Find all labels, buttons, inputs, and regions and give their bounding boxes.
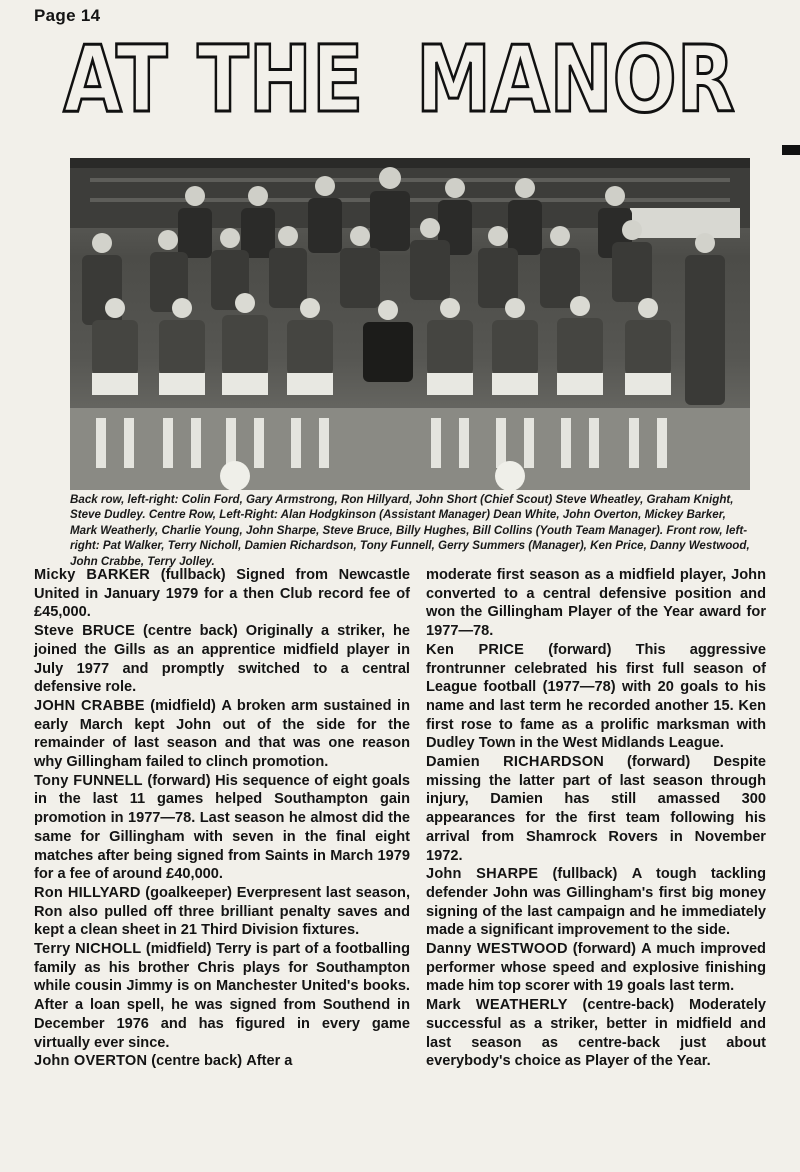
player-profile	[426, 996, 766, 1071]
player-bio: Moderately successful as a striker, better in midfield and last season as centre-back just about everybody's choice as Player of the Year.	[426, 997, 766, 1070]
player-profile	[34, 772, 410, 884]
player-name: Danny WESTWOOD	[426, 941, 568, 958]
player-position: (fullback)	[552, 866, 618, 883]
player-position: (forward)	[627, 754, 691, 771]
player-bio: A broken arm sustained in early March kept John out of the side for the remainder of last season and that was one reason why Gillingham failed to clinch promotion.	[34, 697, 410, 771]
player-bio: Despite missing the latter part of last season through injury, Damien has still amassed 300 appearances for the first team following his arrival from Shamrock Rovers in November 1972.	[426, 754, 766, 864]
player-bio: Signed from Newcastle United in January 1979 for a then Club record fee of £45,000.	[34, 567, 410, 621]
player-position: (forward)	[572, 941, 637, 958]
player-bio: moderate first season as a midfield player, John converted to a central defensive position and won the Gillingham Player of the Year award for 1977—78.	[426, 567, 766, 640]
player-position: (fullback)	[160, 567, 226, 583]
player-bio: After a	[246, 1053, 293, 1070]
player-bio: A much improved performer whose speed and explosive finishing made him top scorer with 19 goals last term.	[426, 941, 766, 995]
player-profile	[426, 753, 766, 865]
player-bio: His sequence of eight goals in the last 11 games helped Southampton gain promotion in 1977—78. Last season he almost did the same for Gillingham with seven in the final eight matches after being signed from Saints in March 1979 for a fee of around £40,000.	[34, 772, 410, 883]
left-column	[34, 566, 410, 1071]
player-position: (centre-back)	[582, 997, 675, 1014]
masthead-word-3: MANOR	[416, 26, 736, 133]
masthead-word-1: AT	[63, 26, 168, 133]
player-profile	[34, 697, 410, 772]
team-photo	[70, 158, 750, 490]
player-position: (centre back)	[151, 1053, 243, 1070]
decorative-rule	[782, 145, 800, 155]
player-name: Damien RICHARDSON	[426, 754, 605, 771]
player-bio: A tough tackling defender John was Gillingham's first big money signing of the last campaign and he immediately made a significant improvement to the side.	[426, 866, 766, 939]
player-profile	[34, 622, 410, 697]
player-name: Steve BRUCE	[34, 623, 136, 640]
player-name: Mark WEATHERLY	[426, 997, 568, 1014]
player-position: (midfield)	[150, 697, 216, 714]
photo-caption: Back row, left-right: Colin Ford, Gary Armstrong, Ron Hillyard, John Short (Chief Scout) Steve Wheatley, Graham Knight, Steve Dudley. Centre Row, Left-Right: Alan Hodgkinson (Assistant Manager) Dean White, John Overton, Mickey Barker, Mark Weatherly, Charlie Young, John Sharpe, Steve Bruce, Billy Hughes, Bill Collins (Youth Team Manager). Front row, left-right: Pat Walker, Terry Nicholl, Damien Richardson, Tony Funnell, Gerry Summers (Manager), Ken Price, Danny Westwood, John Crabbe, Terry Jolley.	[70, 493, 750, 568]
player-position: (forward)	[147, 772, 211, 789]
player-bio: Terry is part of a footballing family as his brother Chris plays for Southampton while cousin Jimmy is on Manchester United's books. After a loan spell, he was signed from Southend in December 1976 and has figured in every game virtually ever since.	[34, 941, 410, 1051]
player-position: (forward)	[548, 641, 612, 658]
page-number: Page 14	[34, 6, 101, 25]
player-name: JOHN CRABBE	[34, 697, 145, 714]
player-position: (centre back)	[143, 623, 238, 640]
player-bio: Everpresent last season, Ron also pulled off three brilliant penalty saves and kept a clean sheet in 21 Third Division fixtures.	[34, 884, 410, 939]
player-bio: This aggressive frontrunner celebrated his first full season of League football (1977—78) with 20 goals to his name and last term he recorded another 15. Ken first rose to fame as a prolific marksman with Dudley Town in the West Midlands League.	[426, 641, 766, 752]
player-bio: Originally a striker, he joined the Gills as an apprentice midfield player in July 1977 and promptly switched to a central defensive role.	[34, 623, 411, 696]
player-name: John SHARPE	[426, 866, 539, 883]
player-profile-continued	[426, 566, 766, 641]
player-name: Terry NICHOLL	[34, 941, 142, 958]
player-profile	[426, 865, 766, 940]
player-position: (goalkeeper)	[145, 884, 233, 901]
player-profile	[426, 940, 766, 996]
player-profile	[34, 940, 410, 1052]
player-name: Micky BARKER	[34, 567, 151, 583]
team-photo-illustration	[70, 158, 750, 490]
player-name: Ken PRICE	[426, 641, 525, 658]
player-position: (midfield)	[145, 941, 212, 958]
player-profile	[426, 641, 766, 753]
masthead-title	[52, 26, 742, 133]
player-name: Tony FUNNELL	[34, 772, 143, 789]
masthead-word-2: THE	[197, 26, 364, 133]
right-column	[426, 566, 766, 1071]
player-name: John OVERTON	[34, 1053, 148, 1070]
player-profile	[34, 1052, 410, 1071]
player-profile	[34, 566, 410, 622]
player-profile	[34, 884, 410, 940]
player-name: Ron HILLYARD	[34, 884, 141, 901]
